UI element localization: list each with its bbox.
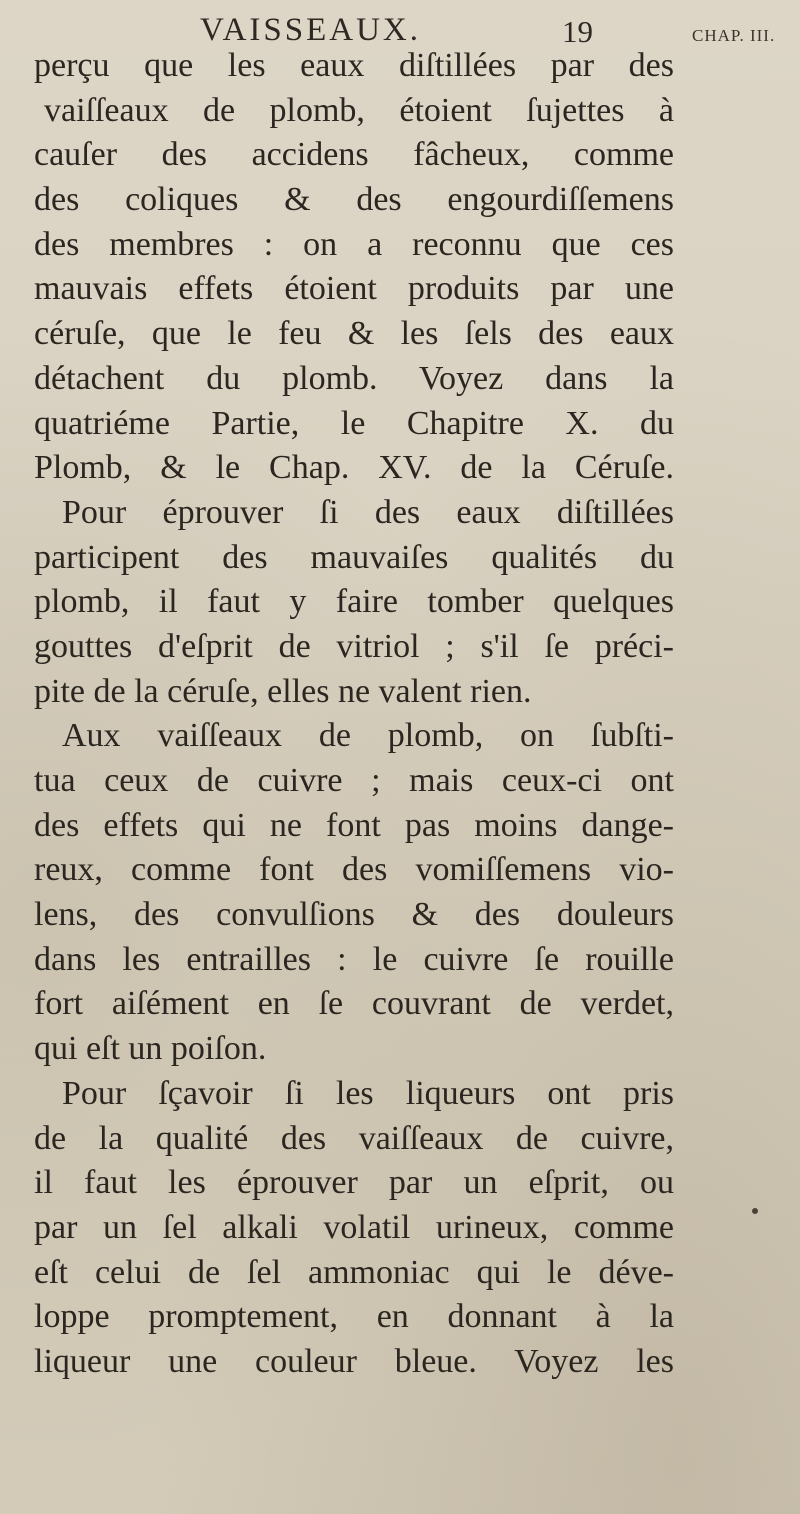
text-line: détachent du plomb. Voyez dans la [34,359,674,397]
text-line: quatriéme Partie, le Chapitre X. du [34,404,674,442]
text-line: des effets qui ne font pas moins dange- [34,806,674,844]
text-line: gouttes d'eſprit de vitriol ; s'il ſe préci- [34,627,674,665]
text-line: mauvais effets étoient produits par une [34,270,674,308]
text-line: Aux vaiſſeaux de plomb, on ſubſti- [62,717,674,755]
body-text [34,44,674,1385]
text-line: de la qualité des vaiſſeaux de cuivre, [34,1119,674,1157]
text-line: Plomb, & le Chap. XV. de la Céruſe. [34,449,674,487]
text-line: il faut les éprouver par un eſprit, ou [34,1164,674,1202]
text-line: Pour éprouver ſi des eaux diſtillées [62,493,674,531]
text-line: eſt celui de ſel ammoniac qui le déve- [34,1253,674,1291]
text-line: liqueur une couleur bleue. Voyez les [34,1342,674,1380]
text-line: reux, comme font des vomiſſemens vio- [34,851,674,889]
text-line: Pour ſçavoir ſi les liqueurs ont pris [62,1074,674,1112]
ink-speck [752,1208,758,1214]
text-line: perçu que les eaux diſtillées par des [34,47,674,84]
text-line: participent des mauvaiſes qualités du [34,538,674,576]
text-line: dans les entrailles : le cuivre ſe rouille [34,940,674,978]
page-number: 19 [562,14,593,49]
text-line: vaiſſeaux de plomb, étoient ſujettes à [44,91,674,129]
running-title: VAISSEAUX. [200,12,422,48]
text-line: tua ceux de cuivre ; mais ceux-ci ont [34,762,674,799]
text-line: cauſer des accidens fâcheux, comme [34,136,674,174]
text-line: des coliques & des engourdiſſemens [34,181,674,219]
text-line: des membres : on a reconnu que ces [34,225,674,263]
text-line: loppe promptement, en donnant à la [34,1298,674,1336]
text-line: lens, des convulſions & des douleurs [34,896,674,934]
text-line: plomb, il faut y faire tomber quelques [34,583,674,621]
text-line: céruſe, que le feu & les ſels des eaux [34,315,674,353]
text-line: qui eſt un poiſon. [34,1030,267,1068]
text-line: par un ſel alkali volatil urineux, comme [34,1208,674,1246]
text-line: fort aiſément en ſe couvrant de verdet, [34,985,674,1023]
margin-note: CHAP. III. [692,26,776,45]
text-line: pite de la céruſe, elles ne valent rien. [34,672,532,710]
